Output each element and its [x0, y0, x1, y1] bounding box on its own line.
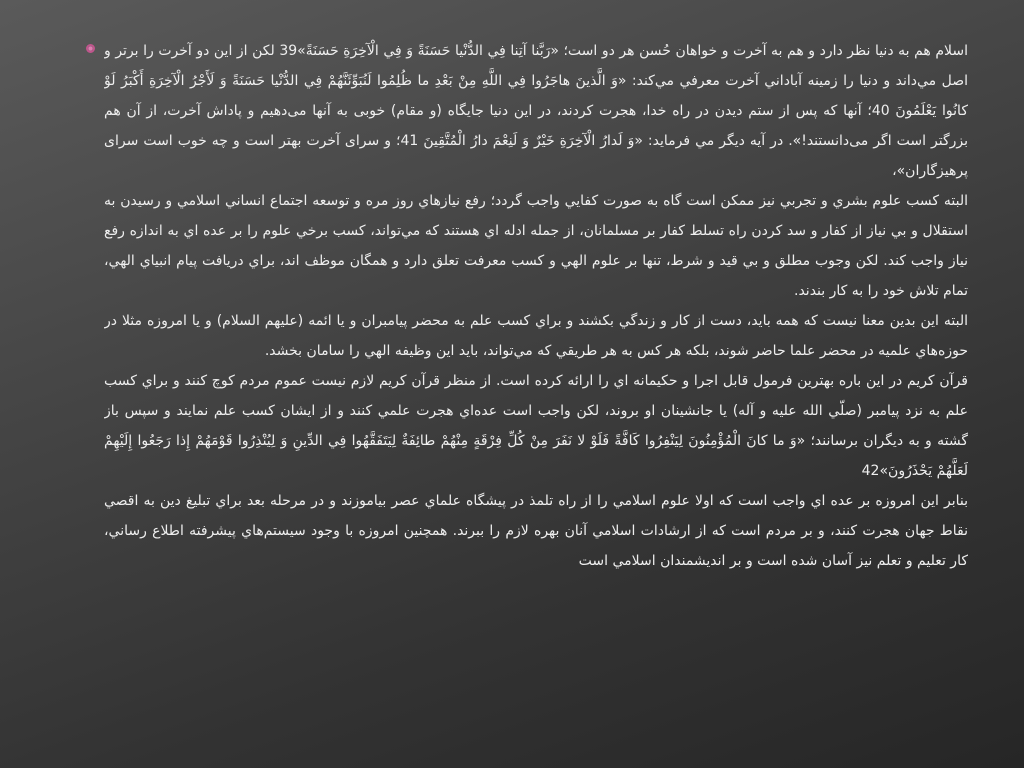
paragraph-3: البته اين بدين معنا نيست كه همه بايد، دست از كار و زندگي بكشند و براي كسب علم به محضر پيامبران و يا ائمه (عليهم السلام) و يا امروزه مثلا در حوزه‌هاي علميه در محضر علما حاضر شوند، بلكه هر كس به هر طريقي كه مي‌تواند، بايد اين وظيفه الهي را سامان بخشد.: [104, 313, 968, 359]
slide-text-body: [104, 36, 968, 746]
paragraph-1: اسلام هم به دنيا نظر دارد و هم به آخرت و خواهان حُسن هر دو است؛ «رَبَّنا آتِنا فِي الدُّنْيا حَسَنَةً وَ فِي الْآخِرَةِ حَسَنَةً»39 لكن از اين دو آخرت را برتر و اصل مي‌داند و دنيا را زمينه آباداني آخرت معرفي مي‌كند: «وَ الَّذينَ هاجَرُوا فِي اللَّهِ مِنْ بَعْدِ ما ظُلِمُوا لَنُبَوِّئَنَّهُمْ فِي الدُّنْيا حَسَنَةً وَ لَأَجْرُ الْآخِرَةِ أَكْبَرُ لَوْ كانُوا يَعْلَمُونَ 40؛ آنها كه پس از ستم ديدن در راه خدا، هجرت كردند، در اين دنيا جايگاه (و مقام) خوبى به آنها مى‌دهيم و پاداش آخرت، از آن هم بزرگتر است اگر مى‌دانستند!». در آيه ديگر مي فرمايد: «وَ لَدارُ الْآخِرَةِ خَيْرٌ وَ لَنِعْمَ دارُ الْمُتَّقِينَ 41؛ و سراى آخرت بهتر است و چه خوب است سراى پرهيزگاران»،: [104, 43, 968, 179]
paragraph-5: بنابر اين امروزه بر عده اي واجب است كه اولا علوم اسلامي را از راه تلمذ در پيشگاه علماي عصر بياموزند و در مرحله بعد براي تبليغ دين به اقصي نقاط جهان هجرت كنند، و بر مردم است كه از ارشادات اسلامي آنان بهره لازم را ببرند. همچنين امروزه با وجود سيستم‌هاي پيشرفته اطلاع رساني، كار تعليم و تعلم نيز آسان شده است و بر انديشمندان اسلامي است: [104, 493, 968, 569]
circle-bullet-icon: [86, 44, 95, 53]
paragraph-4: قرآن كريم در اين باره بهترين فرمول قابل اجرا و حكيمانه اي را ارائه كرده است. از منظر قرآن كريم لازم نيست عموم مردم كوچ كنند و براي كسب علم به نزد پيامبر (صلّي الله عليه و آله) يا جانشينان او بروند، لكن واجب است عده‌اي هجرت علمي كنند و از ايشان كسب علم نمايند و سپس باز گشته و به ديگران برسانند؛ «وَ ما كانَ الْمُؤْمِنُونَ لِيَنْفِرُوا كَافَّةً فَلَوْ لا نَفَرَ مِنْ كُلِّ فِرْقَةٍ مِنْهُمْ طائِفَةٌ لِيَتَفَقَّهُوا فِي الدِّينِ وَ لِيُنْذِرُوا قَوْمَهُمْ إِذا رَجَعُوا إِلَيْهِمْ لَعَلَّهُمْ يَحْذَرُونَ»42: [104, 373, 968, 479]
paragraph-2: البته كسب علوم بشري و تجربي نيز ممكن است گاه به صورت كفايي واجب گردد؛ رفع نيازهاي روز مره و توسعه اجتماع انساني اسلامي و رسيدن به استقلال و بي نياز از كفار و سد كردن راه تسلط كفار بر مسلمانان، از جمله ادله اي هستند كه مي‌تواند، كسب برخي علوم را بر عده اي به اندازه رفع نياز واجب كند. لكن وجوب مطلق و بي قيد و شرط، تنها بر علوم الهي و كسب معرفت تعلق دارد و همگان موظف اند، براي دريافت پيام انبياي الهي، تمام تلاش خود را به كار بندند.: [104, 193, 968, 299]
